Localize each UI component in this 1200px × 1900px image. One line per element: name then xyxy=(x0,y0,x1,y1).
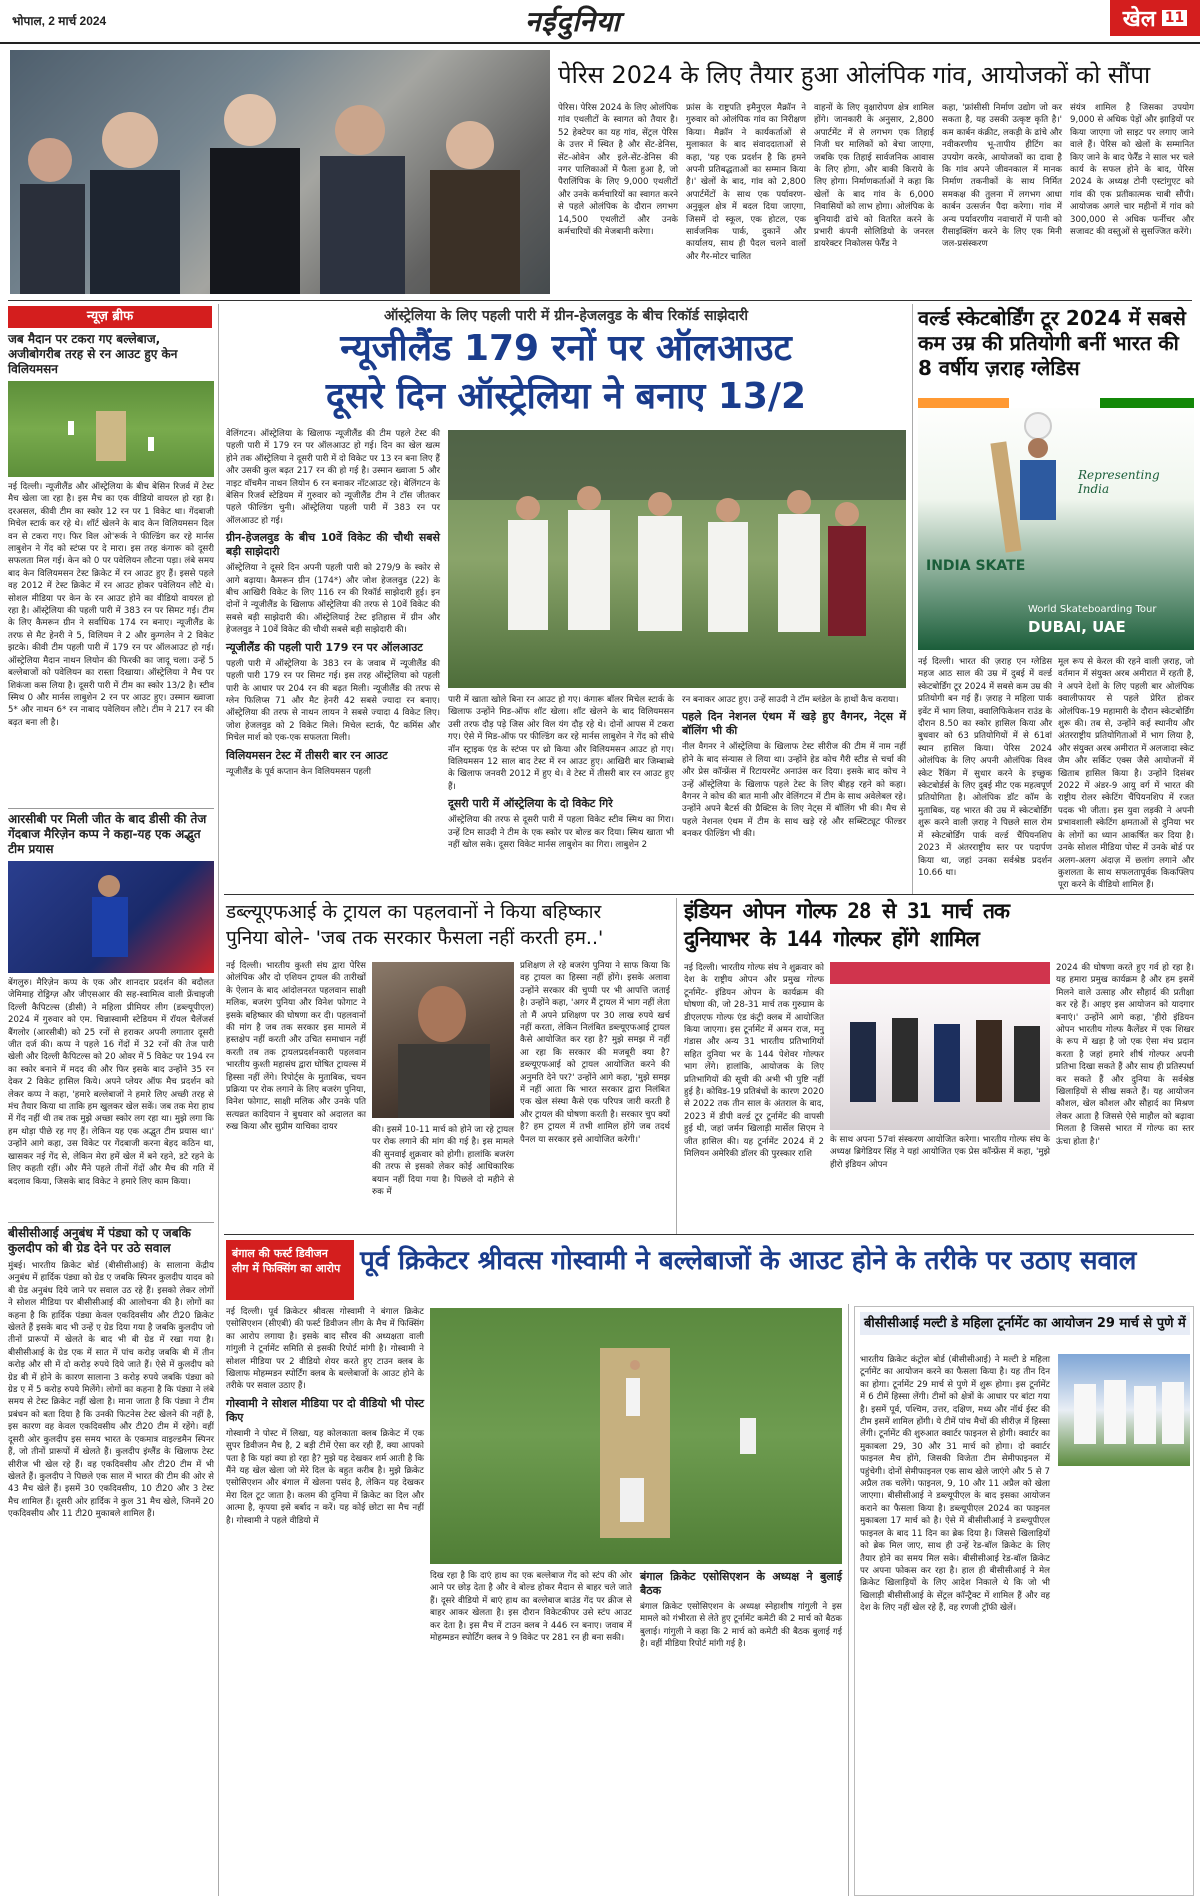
cricket-team-photo xyxy=(448,430,906,688)
divider xyxy=(8,1222,214,1223)
poster-tour: World Skateboarding Tour xyxy=(1028,604,1157,615)
divider xyxy=(224,1234,1194,1235)
cricket-para-4: न्यूजीलैंड के पूर्व कप्तान केन विलियमसन पहली xyxy=(226,766,371,777)
cricket-para-8: नील वैगनर ने ऑस्ट्रेलिया के खिलाफ टेस्ट सीरीज की टीम में नाम नहीं होने के बाद संन्यास ले लिया था। उन्होंने हेड कोच गैरी स्टीड से चर्चा की और प्रेस कॉन्फ्रेंस में रिटायरमेंट अनाउंस कर दिया। इसके बाद कोच ने उन्हें ऑस्ट्रेलिया के खिलाफ पहले टेस्ट के लिए बीहड़ रहने को कहा। वैगनर ने कोच की बात मानी और वेलिंगटन में टीम के साथ अवेलेबल रहे। उन्होंने अपने बैटर्स की प्रैक्टिस के लिए नेट्स में बॉलिंग भी की। मैच से पहले नेशनल एंथम में टीम के साथ खड़े रहे और सब्स्टिट्यूट फील्डर बनकर फील्डिंग भी की। xyxy=(682,742,906,840)
brief-item-2 xyxy=(8,812,214,1218)
crowd-illustration xyxy=(10,50,550,294)
section-tag xyxy=(1110,0,1200,36)
goswami-col-1 xyxy=(226,1306,424,1896)
goswami-col-2 xyxy=(430,1570,842,1896)
cricket-sub-5: पहले दिन नेशनल एंथम में खड़े हुए वैगनर, नेट्स में बॉलिंग भी की xyxy=(682,710,906,738)
cricket-para-1: वेलिंगटन। ऑस्ट्रेलिया के खिलाफ न्यूजीलैंड की टीम पहले टेस्ट की पहली पारी में 179 रन पर ऑलआउट हो गई। दिन का खेल खत्म होने तक ऑस्ट्रेलिया ने दूसरी पारी में दो विकेट पर 13 रन बना लिए हैं और उसकी कुल बढ़त 217 रन की हो गई है। उस्मान ख्वाजा 5 और नाइट वॉचमैन नाथन लियोन 6 रन बनाकर नॉटआउट रहे। बेलिंगटन के बेसिन रिजर्व स्टेडियम में गुरुवार को न्यूजीलैंड टीम ने टॉस जीतकर पहले फील्डिंग चुनी। ऑस्ट्रेलिया पहली पारी में 383 रन पर ऑलआउट हो गई। xyxy=(226,429,440,526)
skate-col-1: नई दिल्ली। भारत की ज़राह एन ग्लेडिस महज आठ साल की उम्र में दुबई में वर्ल्ड स्केटबोर्डिंग टूर 2024 में सबसे कम उम्र की प्रतियोगी बन गई हैं। ज़राह ने महिला पार्क इवेंट में भाग लिया, क्वालिफिकेशन राउंड के दौरान 8.50 का स्कोर हासिल किया और बुधवार को 63 प्रतियोगियों में से 61वां स्थान हासिल किया। पेरिस 2024 ओलंपिक के लिए अपनी ओलंपिक विश्व स्केट रैंकिंग में सुधार करने के इच्छुक स्केटबोर्डर्स के लिए दुबई मीट एक महत्वपूर्ण प्रतियोगिता है। ओलंपिक डॉट कॉम के मुताबिक, यह भारत की उम्र में स्केटबोर्डिंग शुरू करने वाली ज़राह ने पिछले साल रोम में स्केटबोर्डिंग पार्क वर्ल्ड चैंपियनशिप 2023 में अंतरराष्ट्रीय स्तर पर पदार्पण किया था, जहां उनका सर्वश्रेष्ठ प्रदर्शन 10.66 था। xyxy=(918,657,1052,878)
cricket-para-6: ऑस्ट्रेलिया की तरफ से दूसरी पारी में पहला विकेट स्टीव स्मिथ का गिरा। उन्हें टिम साउदी ने टीम के एक स्कोर पर बोल्ड कर दिया। स्मिथ खाता भी नहीं खोल सके। दूसरा विकेट मार्नस लाबुशेन का गिरा। लाबुशेन 2 xyxy=(448,815,674,851)
goswami-headline: पूर्व क्रिकेटर श्रीवत्स गोस्वामी ने बल्लेबाजों के आउट होने के तरीके पर उठाए सवाल xyxy=(360,1246,1137,1276)
goswami-tag: बंगाल की फर्स्ट डिवीजन लीग में फिक्सिंग का आरोप xyxy=(226,1240,354,1300)
olympic-col-4: कहा, 'फ्रांसीसी निर्माण उद्योग जो कर सकता है, यह उसकी उत्कृष्ट कृति है।' कम कार्बन कंक्रीट, लकड़ी के ढांचे और नवीकरणीय भू-तापीय हीटिंग का उपयोग करके, आयोजकों का दावा है कि गांव अपने जीवनकाल में मानक निर्माण तकनीकों के साथ निर्मित समकक्ष की तुलना में लगभग आधा कार्बन उत्सर्जन पैदा करेगा। गांव में अन्य पर्यावरणीय नवाचारों में पानी को रीसाइक्लिंग करने के लिए एक मिनी जल-प्रसंस्करण xyxy=(942,103,1062,250)
brief-item-3 xyxy=(8,1226,214,1896)
cricket-field-photo xyxy=(8,381,214,477)
cricket-sub-4: दूसरी पारी में ऑस्ट्रेलिया के दो विकेट गिरे xyxy=(448,797,613,811)
womens-text: भारतीय क्रिकेट कंट्रोल बोर्ड (बीसीसीआई) ने मल्टी डे महिला टूर्नामेंट का आयोजन करने का फैसला किया है। यह तीन दिन का होगा। टूर्नामेंट 29 मार्च से पुणे में शुरू होगा। इस टूर्नामेंट में 6 टीमें हिस्सा लेंगी। टीमों को क्षेत्रों के आधार पर बांटा गया है। इसमें पूर्व, पश्चिम, उत्तर, दक्षिण, मध्य और नॉर्थ ईस्ट की टीम इसमें शामिल होंगी। ये टीमें पांच मैचों की सीरीज़ में हिस्सा लेंगी। टूर्नामेंट की शुरुआत क्वार्टर फाइनल से होगी। क्वार्टर का मुकाबला 29, 30 और 31 मार्च को होगा। दो क्वार्टर फाइनल मैच होंगे, जिसकी विजेता टीम सेमीफाइनल में पहुंचेगी। दोनों सेमीफाइनल एक साथ खेले जाएंगे और 5 से 7 अप्रैल तक चलेंगे। फाइनल, 9, 10 और 11 अप्रैल को खेला जाएगा। बीसीसीआई ने डब्ल्यूपीएल के बाद इसका आयोजन कराने का फैसला किया है। डब्ल्यूपीएल 2024 का फाइनल मुकाबला 17 मार्च को है। ऐसे में बीसीसीआई ने डब्ल्यूपीएल फाइनल के बाद 11 दिन का ब्रेक दिया है। जिससे खिलाड़ियों को ब्रेक मिल जाए, साथ ही उन्हें रेड-बॉल क्रिकेट के लिए तैयार होने का समय मिल सके। बीसीसीआई रेड-बॉल क्रिकेट पर अपना फोकस कर रहा है। हाल ही बीसीसीआई ने मेल क्रिकेट खिलाड़ियों के लिए आदेश निकाले थे कि जो भी खिलाड़ी बीसीसीआई के सेंट्रल कॉन्ट्रैक्ट में शामिल हैं और वह देश के लिए नहीं खेल रहे हैं, वह रणजी ट्रॉफी खेलें। xyxy=(860,1355,1050,1614)
brief-text-1: नई दिल्ली। न्यूजीलैंड और ऑस्ट्रेलिया के बीच बेसिन रिजर्व में टेस्ट मैच खेला जा रहा है। इस मैच का एक वीडियो वायरल हो रहा है। दरअसल, कीवी टीम का स्कोर 12 रन पर 1 विकेट था। गेंदबाजी मिचेल स्टार्क कर रहे थे। शॉर्ट खेलने के बाद केन विलियमसन दिल वन से टकरा गए। फिर विल ओ'रूर्क ने फील्डिंग कर रहे मार्नस लाबुशेन ने गेंद को स्टंप्स पर दे मारा। इस तरह कंगारू को दूसरी सफलता मिल गई। केन को 0 पर पवेलियन लौटना पड़ा। लंबे समय बाद केन विलियमसन टेस्ट क्रिकेट में रन आउट हुए हैं। इससे पहले वह 2012 में टेस्ट क्रिकेट में रन आउट होकर पवेलियन लौटे थे। सोशल मीडिया पर केन के रन आउट होने का वीडियो वायरल हो रहा है। ऑस्ट्रेलिया की पहली पारी में 383 रन पर सिमट गई। टीम के लिए कैमरून ग्रीन ने सर्वाधिक 174 रन बनाए। न्यूजीलैंड के तरफ से मैट हेनरी ने 5, विलियम ने 2 और कुग्गलेन ने 2 विकेट झटके। कीवी टीम पहली पारी में 179 रन पर ऑलआउट हो गई। ऑस्ट्रेलिया मैदान नाथन लियोन की फिरकी का जादू चला। उन्हें 5 बल्लेबाजों को पवेलियन का रास्ता दिखाया। ऑस्ट्रेलिया ने मैच पर शिकंजा कस लिया है। दूसरी पारी में टीम का स्कोर 13/2 है। स्टीव स्मिथ 0 और मार्नस लाबुशेन 2 रन पर आउट हुए। उस्मान ख्वाजा 5* और नाथन 6* रन नाबाद पवेलियन लौटे। टीम ने 217 रन की बढ़त बना ली है। xyxy=(8,482,214,728)
cricket-sub-3: विलियमसन टेस्ट में तीसरी बार रन आउट xyxy=(226,748,388,762)
kapp-photo xyxy=(8,861,214,973)
cricket-para-5: पारी में खाता खोले बिना रन आउट हो गए। कंगारू बॉलर मिचेल स्टार्क के खिलाफ उन्होंने मिड-ऑफ शॉट खेला। शॉट खेलने के बाद विलियमसन उसी तरफ दौड़ पड़े जिस ओर विल यंग दौड़ रहे थे। दोनों आपस में टकरा गए। ऐसे में मिड-ऑफ पर फील्डिंग कर रहे मार्नस लाबुशेन ने गेंद को सीधे नॉन स्ट्राइक एंड के स्टंप्स पर थ्रो किया और विलियमसन आउट हो गए। विलियमसन 12 साल बाद टेस्ट में रन आउट हुए। आखिरी बार जिम्बाब्वे के खिलाफ जनवरी 2012 में हुए थे। वे टेस्ट में तीसरी बार रन आउट हुए हैं। xyxy=(448,695,674,792)
olympic-photo xyxy=(10,50,550,294)
cricket-sub-2: न्यूजीलैंड की पहली पारी 179 रन पर ऑलआउट xyxy=(226,640,423,654)
skate-col-2: मूल रूप से केरल की रहने वाली ज़राह, जो वर्तमान में संयुक्त अरब अमीरात में रहती हैं, ने अपने देशों के लिए पहली बार ओलंपिक क्वालीफायर से पहले प्रेरित होकर ओलंपिक-19 महामारी के दौरान स्केटबोर्डिंग शुरू की। तब से, उन्होंने कई स्थानीय और अंतरराष्ट्रीय प्रतियोगिताओं में भाग लिया है, और संयुक्त अरब अमीरात में अलजादा स्केट जैम और सर्किट एक्स जैसे आयोजनों में खिताब हासिल किया है। उन्होंने दिसंबर 2022 में अंडर-9 आयु वर्ग में भारत की राष्ट्रीय रोलर स्केटिंग चैंपियनशिप में रजत पदक भी जीता। इस युवा लड़की ने अपनी प्रभावशाली स्केटिंग क्षमताओं से दुनिया भर के लोगों का ध्यान आकर्षित कर दिया है। उनके सोशल मीडिया पोस्ट में उनके बोर्ड पर अलग-अलग अंदाज़ में छलांग लगाने और कुशलता के साथ सफलतापूर्वक किकफ्लिप पूरा करने के वीडियो शामिल हैं। xyxy=(1058,657,1194,891)
page-number: 11 xyxy=(1162,10,1187,26)
wrestling-col-1: नई दिल्ली। भारतीय कुश्ती संघ द्वारा पेरिस ओलंपिक और दो एशियन ट्रायल की तारीखों के ऐलान के बाद आंदोलनरत पहलवान साक्षी मलिक, बजरंग पुनिया और विनेश फोगाट ने इसके बहिष्कार की घोषणा कर दी। पहलवानों की मांग है जब तक सरकार इस मामले में हस्तक्षेप नहीं करती और उचित समाधान नहीं करती तब तक ट्रायलप्रदर्शनकारी पहलवान भारतीय कुश्ती महासंघ द्वारा घोषित ट्रायल्स में हिस्सा नहीं लेंगे। रिपोर्ट्स के मुताबिक, चयन प्रक्रिया पर रोक लगाने के लिए बजरंग पुनिया, विनेश फोगाट, साक्षी मलिक और उनके पति सत्यव्रत कादियान ने बुधवार को अदालत का रुख किया और सुप्रीम याचिका दायर xyxy=(226,961,366,1133)
goswami-para-4: बंगाल क्रिकेट एसोसिएशन के अध्यक्ष स्नेहाशीष गांगुली ने इस मामले को गंभीरता से लेते हुए टूर्नामेंट कमेटी की 2 मार्च को बैठक बुलाई। गांगुली ने कहा कि 2 मार्च को कमेटी की बैठक बुलाई गई है। वहीं मीडिया रिपोर्ट मांगी गई है। xyxy=(640,1602,842,1650)
golf-col-1: नई दिल्ली। भारतीय गोल्फ संघ ने शुक्रवार को देश के राष्ट्रीय ओपन और प्रमुख गोल्फ टूर्नामेंट- इंडियन ओपन के कार्यक्रम की घोषणा की, जो 28-31 मार्च तक गुरुग्राम के डीएलएफ गोल्फ एंड कंट्री क्लब में आयोजित किया जाएगा। इस टूर्नामेंट में अमन राज, मनु गंडास और अन्य 31 भारतीय प्रतिभागियों सहित दुनिया भर के 144 पेशेवर गोल्फर भाग लेंगे। हालांकि, आयोजक के लिए प्रतिभागियों की सूची की अभी भी पुष्टि नहीं हुई है। कोविड-19 प्रतिबंधों के कारण 2020 से 2022 तक तीन साल के अंतराल के बाद, 2023 में डीपी वर्ल्ड टूर टूर्नामेंट की वापसी हुई थी, जहां जर्मन खिलाड़ी मार्सेल सिएम ने जीत हासिल की। यह टूर्नामेंट 2024 में 2 मिलियन अमेरिकी डॉलर की पुरस्कार राशि xyxy=(684,963,824,1160)
wrestling-col-3: प्रशिक्षण ले रहे बजरंग पुनिया ने साफ किया कि वह ट्रायल का हिस्सा नहीं होंगे। इसके अलावा उन्होंने सरकार की चुप्पी पर भी आपत्ति जताई है। उन्होंने कहा, 'अगर मैं ट्रायल में भाग नहीं लेता तो मैं अपने प्रशिक्षण पर 30 लाख रुपये खर्च नहीं करता, लेकिन निलंबित डब्ल्यूएफआई ट्रायल कैसे आयोजित कर रहा है? मुझे समझ में नहीं आ रहा कि सरकार की मजबूरी क्या है? डब्ल्यूएफआई को ट्रायल आयोजित करने की अनुमति देने पर?' उन्होंने आगे कहा, 'मुझे समझ में नहीं आता कि भारत सरकार द्वारा निलंबित एक खेल संस्था कैसे एक परिपत्र जारी करती है और ट्रायल की घोषणा करती है। सरकार चुप क्यों है? हम ट्रायल में तभी शामिल होंगे जब तदर्थ पैनल या सरकार इसे आयोजित करेगी।' xyxy=(520,961,670,1145)
olympic-col-5: संयंत्र शामिल है जिसका उपयोग 9,000 से अधिक पेड़ों और झाड़ियों पर किया जाएगा जो साइट पर लगाए जाने वाले हैं। पेरिस को खेलों के सम्मानित किए जाने के बाद फेर्रैंड ने साल भर चले कार्य के सफल होने के बाद, पेरिस 2024 के अध्यक्ष टोनी एस्टांगुएट को गांव की एक प्रतीकात्मक चाबी सौंपी। आयोजक अगले चार महीनों में गांव को 300,000 से अधिक फर्नीचर और सजावट की वस्तुओं से सुसज्जित करेंगे। xyxy=(1070,103,1194,238)
golf-col-2: के साथ अपना 57वां संस्करण आयोजित करेगा। भारतीय गोल्फ संघ के अध्यक्ष ब्रिगेडियर सिंह ने यहां आयोजित एक प्रेस कॉन्फ्रेंस में कहा, 'मुझे हीरो इंडियन ओपन xyxy=(830,1135,1050,1170)
cricket-col-3 xyxy=(682,694,906,888)
womens-team-photo xyxy=(1058,1354,1190,1466)
header-date: भोपाल, 2 मार्च 2024 xyxy=(12,14,107,28)
wrestling-headline-1: डब्ल्यूएफआई के ट्रायल का पहलवानों ने किया बहिष्कार xyxy=(226,901,602,923)
poster-brand: INDIA SKATE xyxy=(926,558,1026,574)
divider xyxy=(912,304,913,894)
brief-headline-3: बीसीसीआई अनुबंध में पंड्या को ए जबकि कुलदीप को बी ग्रेड देने पर उठे सवाल xyxy=(8,1226,191,1255)
masthead-logo: नईदुनिया xyxy=(525,7,621,38)
brief-item-1 xyxy=(8,332,214,802)
divider xyxy=(676,898,677,1234)
news-brief-tag: न्यूज़ ब्रीफ xyxy=(8,306,212,328)
womens-headline: बीसीसीआई मल्टी डे महिला टूर्नामेंट का आयोजन 29 मार्च से पुणे में xyxy=(860,1312,1190,1335)
olympic-col-2: फ्रांस के राष्ट्रपति इमैनुएल मैक्रॉन ने गुरुवार को ओलंपिक गांव का निरीक्षण किया। मैक्रॉन ने कार्यकर्ताओं से मुलाकात के बाद संवाददाताओं से कहा, 'यह एक प्रदर्शन है कि हमने अपनी प्रतिबद्धताओं का सम्मान किया है।' खेलों के बाद, गांव को 2,800 अपार्टमेंटों के साथ एक पर्यावरण-अनुकूल क्षेत्र में बदल दिया जाएगा, जिसमें दो स्कूल, एक होटल, एक सार्वजनिक पार्क, दुकानें और कार्यालय, साथ ही पैदल चलने वालों और गैर-मोटर चालित xyxy=(686,103,806,262)
golf-headline-2: दुनियाभर के 144 गोल्फर होंगे शामिल xyxy=(684,927,979,951)
girl-figure xyxy=(998,412,1078,562)
goswami-para-3: दिख रहा है कि दाएं हाथ का एक बल्लेबाज गेंद को स्टंप की ओर आने पर छोड़ देता है और वे बोल्ड होकर मैदान से बाहर चले जाते हैं। दूसरे वीडियो में बाएं हाथ का बल्लेबाज बाउंड गेंद पर क्रीज से बाहर आकर खेलता है। इस दौरान विकेटकीपर उसे स्टंप आउट कर देता है। इस मैच में टाउन क्लब ने 446 रन बनाए। जवाब में मोहम्मडन स्पोर्टिंग क्लब ने 9 विकेट पर 281 रन ही बना सकी। xyxy=(430,1571,632,1644)
cricket-headline-2: दूसरे दिन ऑस्ट्रेलिया ने बनाए 13/2 xyxy=(325,376,807,417)
brief-text-3: मुंबई। भारतीय क्रिकेट बोर्ड (बीसीसीआई) के सालाना केंद्रीय अनुबंध में हार्दिक पंड्या को ग्रेड ए जबकि स्पिनर कुलदीप यादव को बी ग्रेड अनुबंध दिये जाने पर सवाल उठ रहे हैं। इसको लेकर लोगों ने सोशल मीडिया पर बीसीसीआई की आलोचना की है। लोगों का कहना है कि हार्दिक पंड्या केवल एकदिवसीय और टी20 क्रिकेट खेलते हैं इसके बाद भी उन्हें ए ग्रेड दिया गया है जबकि कुलदीप जो तीनों प्रारूपों में खेलते के बाद भी बी ग्रेड में रखा गया है। बीसीसीआई के ग्रेड एक में सात में पांच करोड़ जबकि बी में तीन करोड़ और सी में दो करोड़ रुपये दिये जाते हैं। ऐसे में कुलदीप को ग्रेड बी में होने के कारण सालाना 3 करोड़ रुपये जबकि पंड्या को ग्रेड ए में 5 करोड़ रुपये मिलेंगे। लोगों का कहना है कि पंड्या ने लंबे समय से टेस्ट क्रिकेट नहीं खेला है। माना जाता है कि पंड्या ने टीम प्रबंधन को बता दिया है कि उनकी फिटनेस टेस्ट खेलने की नहीं है, इस कारण वह केवल एकदिवसीय और टी20 टीम में रहेंगे। वहीं दूसरी ओर कुलदीप इस समय भारत के एकमात्र वाइल्डमैन स्पिनर हैं, जो तीनों प्रारूपों में खेलते हैं। कुलदीप इंग्लैंड के खिलाफ टेस्ट सीरीज भी खेल रहे हैं। वह एकदिवसीय और टी20 टीम में भी खेलते हैं। कुलदीप ने पिछले एक साल में भारत की टीम की ओर से 43 मैच खेले हैं। इसमें 30 एकदिवसीय, 10 टी20 और 3 टेस्ट मैच शामिल हैं। दूसरी ओर हार्दिक ने कुल 31 मैच खेले, जिनमें 20 एकदिवसीय और 11 टी20 मुकाबले शामिल हैं। xyxy=(8,1261,214,1520)
brief-headline-1: जब मैदान पर टकरा गए बल्लेबाज, अजीबोगरीब तरह से रन आउट हुए केन विलियमसन xyxy=(8,332,178,376)
cricket-para-7: रन बनाकर आउट हुए। उन्हें साउदी ने टॉम ब्लंडेल के हाथों कैच कराया। xyxy=(682,695,899,705)
goswami-para-1: नई दिल्ली। पूर्व क्रिकेटर श्रीवत्स गोस्वामी ने बंगाल क्रिकेट एसोसिएशन (सीएबी) की फर्स्ट डिवीजन लीग के मैच में फिक्सिंग का आरोप लगाया है। इसके बाद सौरव की अध्यक्षता वाली गांगुली ने टूर्नामेंट समिति से इसकी रिपोर्ट मांगी है। गोस्वामी ने सोशल मीडिया पर 2 वीडियो शेयर करते हुए टाउन क्लब के खिलाफ मोहम्मडन स्पोर्टिंग क्लब के बल्लेबाजों के आउट होने के तरीके पर सवाल उठाए हैं। xyxy=(226,1307,424,1392)
punia-photo xyxy=(372,962,514,1118)
golf-headline-1: इंडियन ओपन गोल्फ 28 से 31 मार्च तक xyxy=(684,899,1010,923)
goswami-match-photo xyxy=(430,1308,842,1564)
page-header xyxy=(0,0,1200,44)
golf-col-3: 2024 की घोषणा करते हुए गर्व हो रहा है। यह हमारा प्रमुख कार्यक्रम है और हम इसमें मिलने वाले उत्साह और सौहार्द की प्रतीक्षा कर रहे हैं। आइए इस आयोजन को यादगार बनाएं।' उन्होंने आगे कहा, 'हीरो इंडियन ओपन भारतीय गोल्फ कैलेंडर में एक शिखर के रूप में खड़ा है जो एक ऐसा मंच प्रदान करता है जहां हमारे शीर्ष गोल्फर अपनी प्रतिभा दिखा सकते हैं और साथ ही प्रतिस्पर्धा कर सकते हैं और दुनिया के सर्वश्रेष्ठ खिलाड़ियों से सीख सकते हैं। यह आयोजन कौशल, खेल कौशल और सौहार्द का मिश्रण लेकर आता है जिससे ऐसे माहौल को बढ़ावा मिलता है जिससे भारत में गोल्फ का स्तर ऊंचा होता है।' xyxy=(1056,963,1194,1147)
skate-poster xyxy=(918,398,1194,650)
section-name: खेल xyxy=(1122,7,1156,32)
divider xyxy=(218,304,219,1896)
brief-headline-2: आरसीबी पर मिली जीत के बाद डीसी की तेज गेंदबाज मैरिज़ेन कप्प ने कहा-यह एक अद्भुत टीम प्रयास xyxy=(8,812,207,856)
poster-city: DUBAI, UAE xyxy=(1028,618,1126,636)
poster-flag-stripe xyxy=(918,398,1194,408)
olympic-headline: पेरिस 2024 के लिए तैयार हुआ ओलंपिक गांव, आयोजकों को सौंपा xyxy=(558,61,1151,89)
divider xyxy=(224,894,1194,895)
olympic-col-3: वाहनों के लिए वृक्षारोपण क्षेत्र शामिल होंगे। जानकारी के अनुसार, 2,800 अपार्टमेंट में से लगभग एक तिहाई निजी घर मालिकों को बेचा जाएगा, जबकि एक तिहाई सार्वजनिक आवास के लिए होगा, और बाकी किराये के लिए होगा। निर्माणकर्ताओं ने कहा कि खेलों के बाद गांव के 6,000 निवासियों को लाभ होगा। ओलंपिक के बुनियादी ढांचे को वितरित करने के प्रभारी कंपनी सोलिडियो के जनरल डायरेक्टर निकोलस फेर्रैंड ने xyxy=(814,103,934,250)
divider xyxy=(848,1304,849,1896)
cricket-sub-1: ग्रीन-हेजलवुड के बीच 10वें विकेट की चौथी सबसे बड़ी साझेदारी xyxy=(226,531,440,559)
goswami-para-2: गोस्वामी ने पोस्ट में लिखा, यह कोलकाता क्लब क्रिकेट में एक सुपर डिवीजन मैच है, 2 बड़ी टीमें ऐसा कर रही हैं, क्या आपको पता है कि यहां क्या हो रहा है? मुझे यह देखकर शर्म आती है कि मैंने यह खेल खेला जो मेरे दिल के बहुत करीब है। मुझे क्रिकेट एसोसिएशन और बंगाल में खेलना पसंद है, लेकिन यह देखकर मेरा दिल टूट जाता है। कलम की दुनिया में क्रिकेट का दिल और आत्मा है, कृपया इसे बर्बाद न करें। यह कोई छोटा सा मैच नहीं है। गोस्वामी ने पहले वीडियो में xyxy=(226,1428,424,1526)
divider xyxy=(8,808,214,809)
cricket-kicker: ऑस्ट्रेलिया के लिए पहली पारी में ग्रीन-हेजलवुड के बीच रिकॉर्ड साझेदारी xyxy=(383,308,749,324)
cricket-headline-1: न्यूजीलैंड 179 रनों पर ऑलआउट xyxy=(340,328,792,369)
olympic-col-1: पेरिस। पेरिस 2024 के लिए ओलंपिक गांव एथलीटों के स्वागत को तैयार है। 52 हेक्टेयर का यह गांव, सेंट्रल पेरिस के उत्तर में स्थित है और सेंट-डेनिस, सेंट-ओवेन और इले-सेंट-डेनिस की नगर पालिकाओं में फैला हुआ है, जो पैरालिंपिक के लिए 9,000 एथलीटों और उनके कर्मचारियों का स्वागत करने से पहले ओलंपिक के दौरान लगभग 14,500 एथलीटों और उनके कर्मचारियों की मेजबानी करेगा। xyxy=(558,103,678,238)
cricket-para-2: ऑस्ट्रेलिया ने दूसरे दिन अपनी पहली पारी को 279/9 के स्कोर से आगे बढ़ाया। कैमरून ग्रीन (174*) और जोश हेजलवुड (22) के बीच आखिरी विकेट के लिए 116 रन की रिकॉर्ड साझेदारी हुई। इन दोनों ने न्यूजीलैंड के खिलाफ ऑस्ट्रेलिया की तरफ से 10वें विकेट की सबसे बड़ी साझेदारी की। ऑस्ट्रेलियाई टेस्ट इतिहास में ग्रीन और हेजलवुड ने 10वें विकेट की चौथी सबसे बड़ी साझेदारी की। xyxy=(226,563,440,636)
cricket-col-1 xyxy=(226,428,440,888)
goswami-sub-1: गोस्वामी ने सोशल मीडिया पर दो वीडियो भी पोस्ट किए xyxy=(226,1396,424,1424)
cricket-para-3: पहली पारी में ऑस्ट्रेलिया के 383 रन के जवाब में न्यूजीलैंड की पहली पारी 179 रन पर सिमट गई। इस तरह ऑस्ट्रेलिया को पहली पारी के आधार पर 204 रन की बढ़त मिली। न्यूजीलैंड की तरफ से ग्लेन फिलिप्स 71 और मैट हेनरी 42 सबसे ज्यादा रन बनाए। ऑस्ट्रेलिया की तरफ से नाथन लायन ने सबसे ज्यादा 4 विकेट लिए। जोश हेजलवुड को 2 विकेट मिले। मिचेल स्टार्क, पैट कमिंस और मिचेल मार्श को एक-एक सफलता मिली। xyxy=(226,658,440,744)
wrestling-col-2: की। इसमें 10-11 मार्च को होने जा रहे ट्रायल पर रोक लगाने की मांग की गई है। इस मामले की सुनवाई शुक्रवार को होगी। हालांकि बजरंग की तरफ से इसको लेकर कोई आधिकारिक बयान नहीं दिया गया है। पिछले दो महीने से रुक में xyxy=(372,1125,514,1198)
wrestling-headline-2: पुनिया बोले- 'जब तक सरकार फैसला नहीं करती हम..' xyxy=(226,927,604,949)
poster-tagline: Representing India xyxy=(1078,468,1160,496)
goswami-sub-2: बंगाल क्रिकेट एसोसिएशन के अध्यक्ष ने बुलाई बैठक xyxy=(640,1570,842,1597)
divider xyxy=(8,300,1192,301)
brief-text-2: बेंगलुरु। मैरिज़ेन कप्प के एक और शानदार प्रदर्शन की बदौलत जेमिमाह रोड्रिग्ज़ और जीएसआर की सह-स्वामित्व वाली फ्रेंचाइजी दिल्ली कैपिटल्स (डीसी) ने महिला प्रीमियर लीग (डब्ल्यूपीएल) 2024 में गुरुवार को एम. चिन्नास्वामी स्टेडियम में रॉयल चैलेंजर्स बैंगलोर (आरसीबी) को 25 रनों से हराकर अपनी लगातार दूसरी जीत दर्ज की। कप्प ने पहले 16 गेंदों में 32 रनों की तेज पारी खेली और दिल्ली कैपिटल्स को 20 ओवर में 5 विकेट पर 194 रन का स्कोर बनाने में मदद की और फिर इसके बाद उन्होंने 35 रन देकर 2 विकेट हासिल किये। अपने प्लेयर ऑफ मैच प्रदर्शन को लेकर कप्प ने कहा, 'हमारे बल्लेबाजों ने हमारे लिए अच्छी तरह से मंच तैयार किया था ताकि हम खुलकर खेल सकें। जब तक मेरा हाथ में गेंद नहीं थी तब तक मुझे अच्छा स्कोर लग रहा था। मुझे लगा कि हम थोड़ा पीछे रह गए हैं। लेकिन यह एक अद्भुत टीम प्रयास था।' उन्होंने आगे कहा, उस विकेट पर गेंदबाजी करना बेहद कठिन था, खासकर नई गेंद से, लेकिन मेरा हमें खेल में बने रहने, डटे रहने के लिए कहती रहीं। और मैंने पहले तीनों गेंदों और मैच की गति में बदलाव किया, जिसके बाद विकेट ने हमारे लिए काम किया। xyxy=(8,978,214,1187)
golf-press-photo xyxy=(830,962,1050,1130)
players-illustration xyxy=(448,430,906,688)
cricket-col-2 xyxy=(448,694,674,888)
skate-headline: वर्ल्ड स्केटबोर्डिंग टूर 2024 में सबसे कम उम्र की प्रतियोगी बनीं भारत की 8 वर्षीय ज़राह ग्लेडिस xyxy=(918,306,1186,380)
